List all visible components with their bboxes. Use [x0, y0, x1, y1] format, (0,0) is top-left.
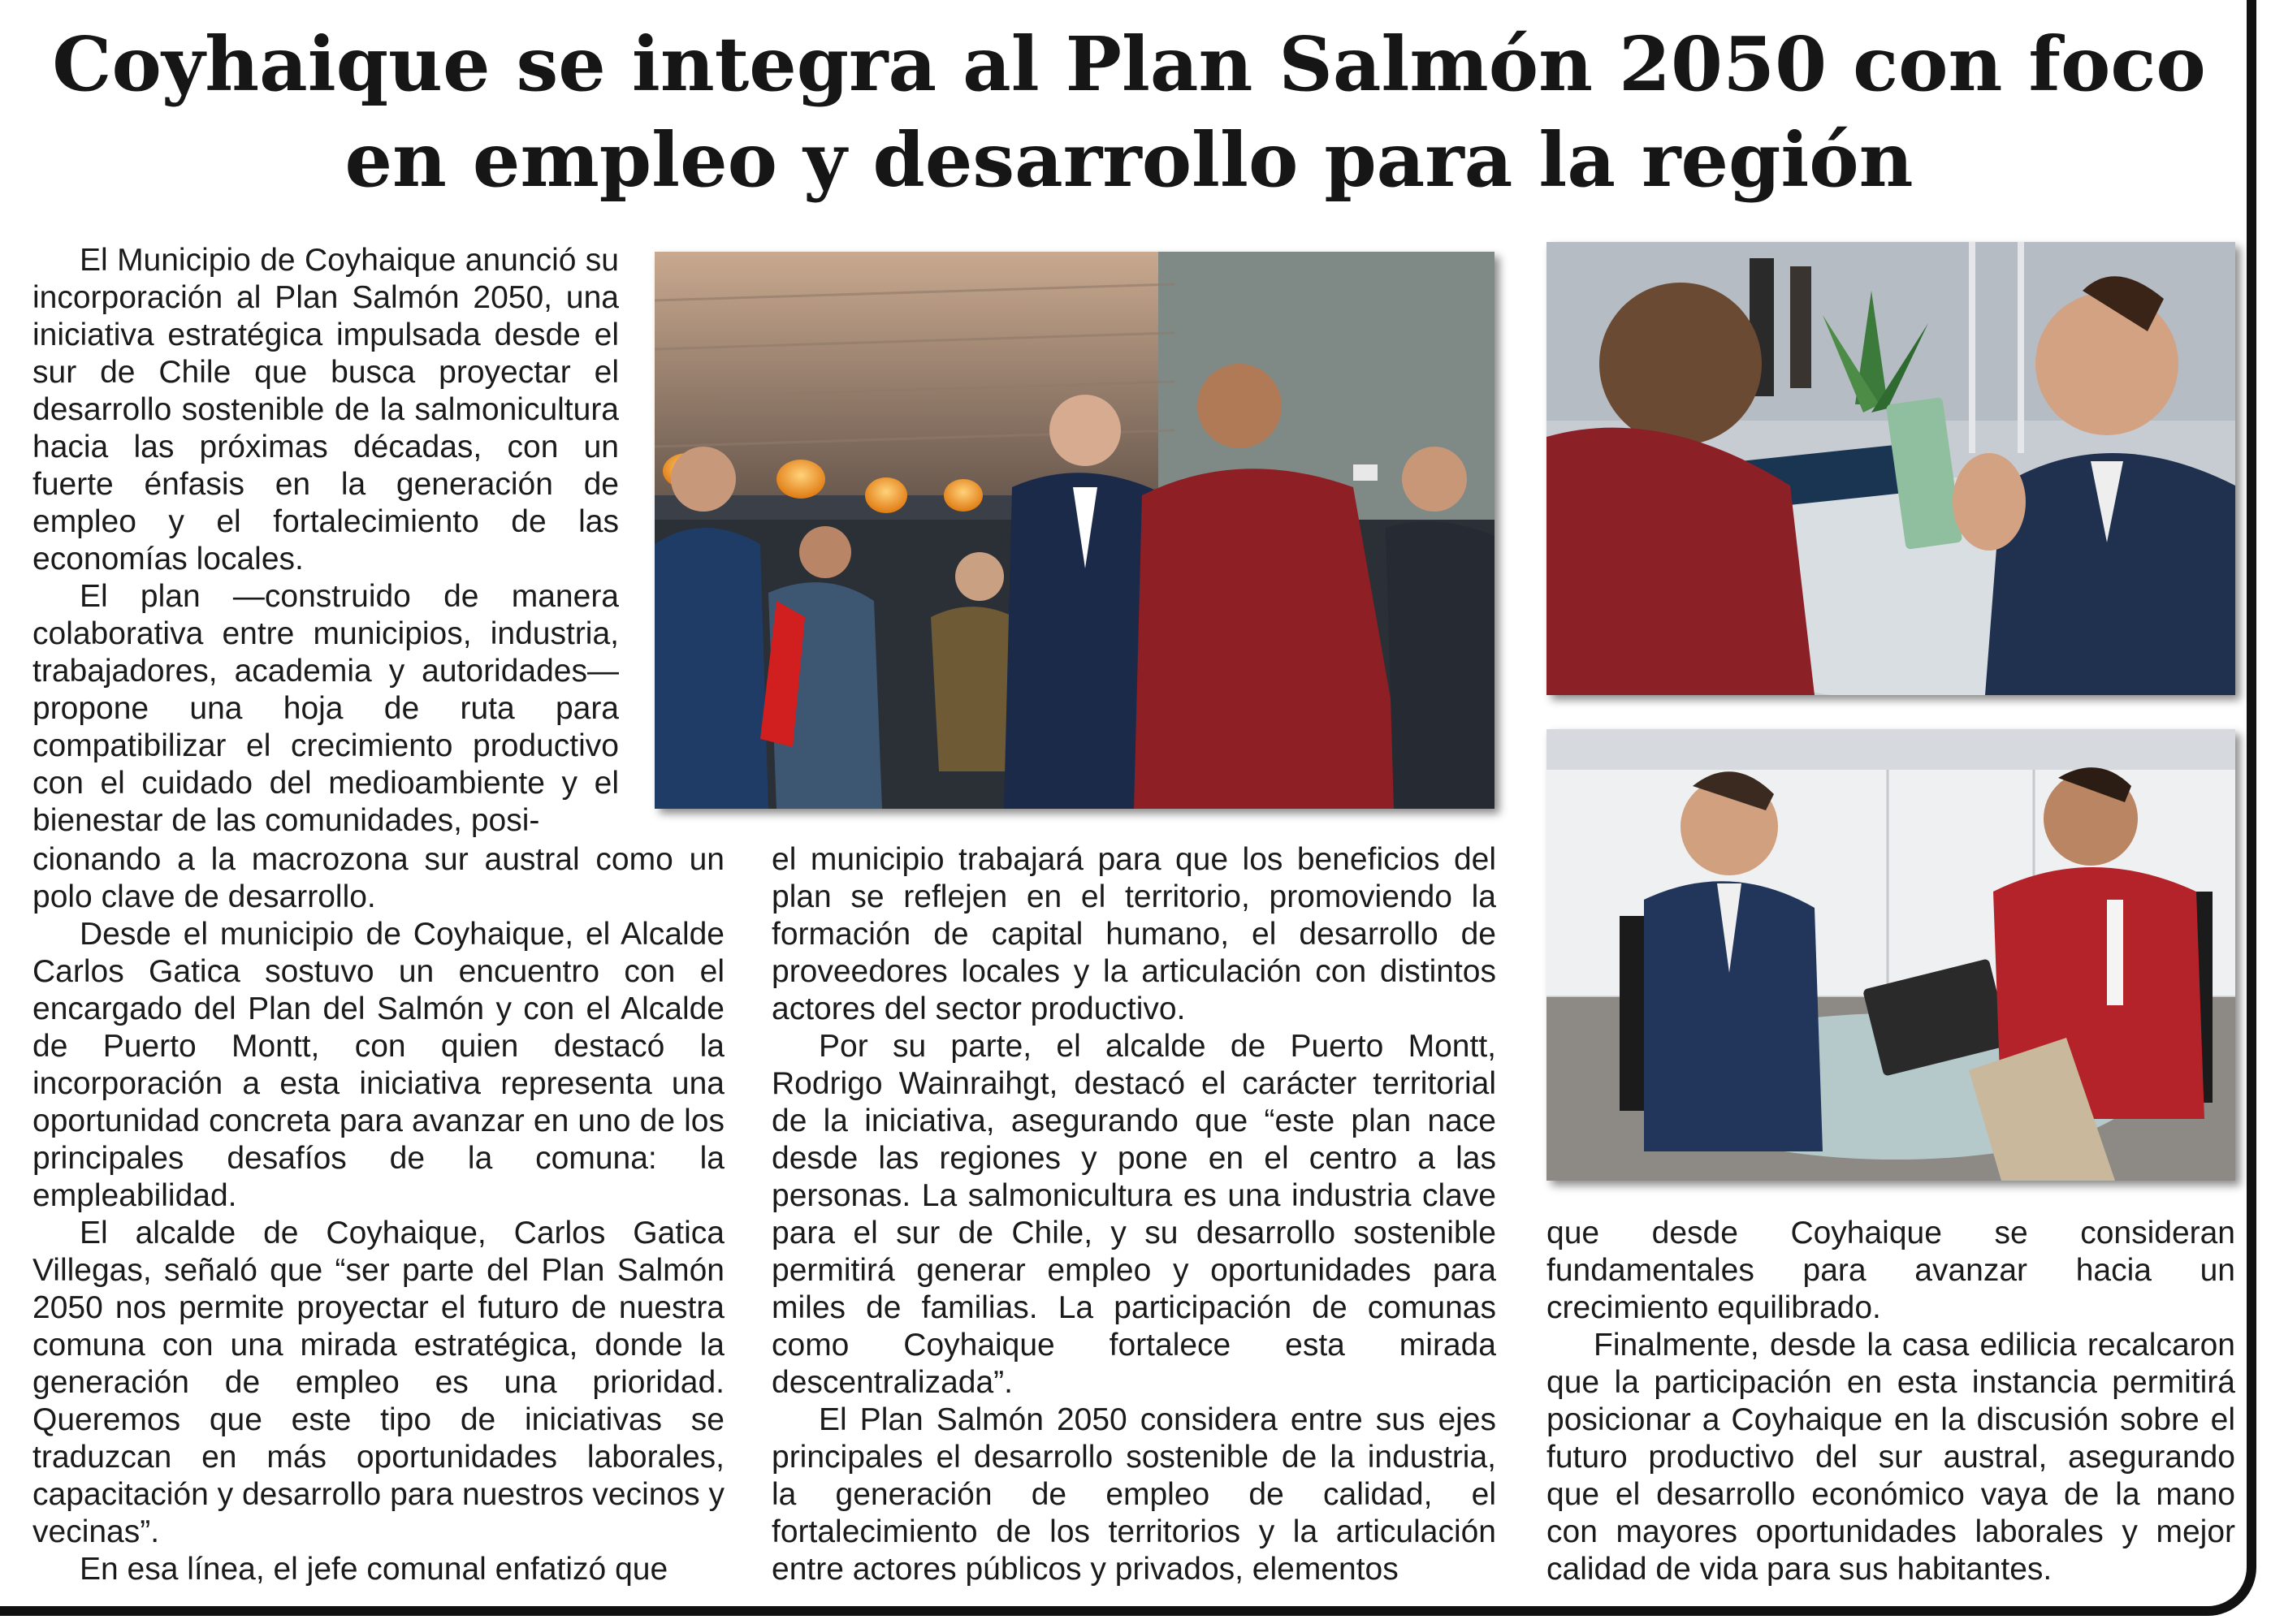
top-right-photo: [1546, 242, 2235, 695]
paragraph: cionando a la macrozona sur austral como un polo clave de desarrollo.: [32, 842, 725, 914]
paragraph: el municipio trabajará para que los beneficios del plan se reflejen en el territorio, promoviendo la formación de capital humano, el desarrollo de proveedores locales y la articulación con distintos actores del sector productivo.: [772, 842, 1496, 1026]
column-3: [1546, 1215, 2235, 1588]
main-photo: [655, 252, 1495, 809]
bottom-right-photo: [1546, 729, 2235, 1181]
paragraph: El plan —construido de manera colaborativa entre municipios, industria, trabajadores, academia y autoridades— propone una hoja de ruta para compatibilizar el crecimiento productivo con el cuidado del medioambiente y el bienestar de las comunidades, posi-: [32, 579, 619, 838]
paragraph: Finalmente, desde la casa edilicia recalcaron que la participación en esta instancia permitirá posicionar a Coyhaique en la discusión sobre el futuro productivo del sur austral, asegurando que el desarrollo económico vaya de la mano con mayores oportunidades laborales y mejor calidad de vida para sus habitantes.: [1546, 1328, 2235, 1587]
paragraph: En esa línea, el jefe comunal enfatizó que: [80, 1552, 668, 1587]
paragraph: que desde Coyhaique se consideran fundamentales para avanzar hacia un crecimiento equilibrado.: [1546, 1216, 2235, 1325]
paragraph: Desde el municipio de Coyhaique, el Alcalde Carlos Gatica sostuvo un encuentro con el encargado del Plan del Salmón y con el Alcalde de Puerto Montt, con quien destacó la incorporación a esta iniciativa representa una oportunidad concreta para avanzar en uno de los principales desafíos de la comuna: la empleabilidad.: [32, 917, 725, 1213]
column-2: [772, 841, 1496, 1588]
headline: Coyhaique se integra al Plan Salmón 2050 con foco en empleo y desarrollo para la región: [52, 20, 2206, 204]
paragraph: El Municipio de Coyhaique anunció su incorporación al Plan Salmón 2050, una iniciativa estratégica impulsada desde el sur de Chile que busca proyectar el desarrollo sostenible de la salmonicultura hacia las próximas décadas, con un fuerte énfasis en la generación de empleo y el fortalecimiento de las economías locales.: [32, 243, 619, 577]
paragraph: El Plan Salmón 2050 considera entre sus ejes principales el desarrollo sostenible de la industria, la generación de empleo de calidad, el fortalecimiento de los territorios y la articulación entre actores públicos y privados, elementos: [772, 1402, 1496, 1587]
column-1-bottom: [32, 841, 725, 1588]
paragraph: Por su parte, el alcalde de Puerto Montt, Rodrigo Wainraihgt, destacó el carácter territorial de la iniciativa, asegurando que “este plan nace desde las regiones y pone en el centro a las personas. La salmonicultura es una industria clave para el sur de Chile, y su desarrollo sostenible permitirá generar empleo y oportunidades para miles de familias. La participación de comunas como Coyhaique fortalece esta mirada descentralizada”.: [772, 1029, 1496, 1400]
column-1-top: [32, 242, 619, 840]
paragraph: El alcalde de Coyhaique, Carlos Gatica Villegas, señaló que “ser parte del Plan Salmón 2050 nos permite proyectar el futuro de nuestra comuna con una mirada estratégica, donde la generación de empleo es una prioridad. Queremos que este tipo de iniciativas se traduzcan en más oportunidades laborales, capacitación y desarrollo para nuestros vecinos y vecinas”.: [32, 1216, 725, 1549]
